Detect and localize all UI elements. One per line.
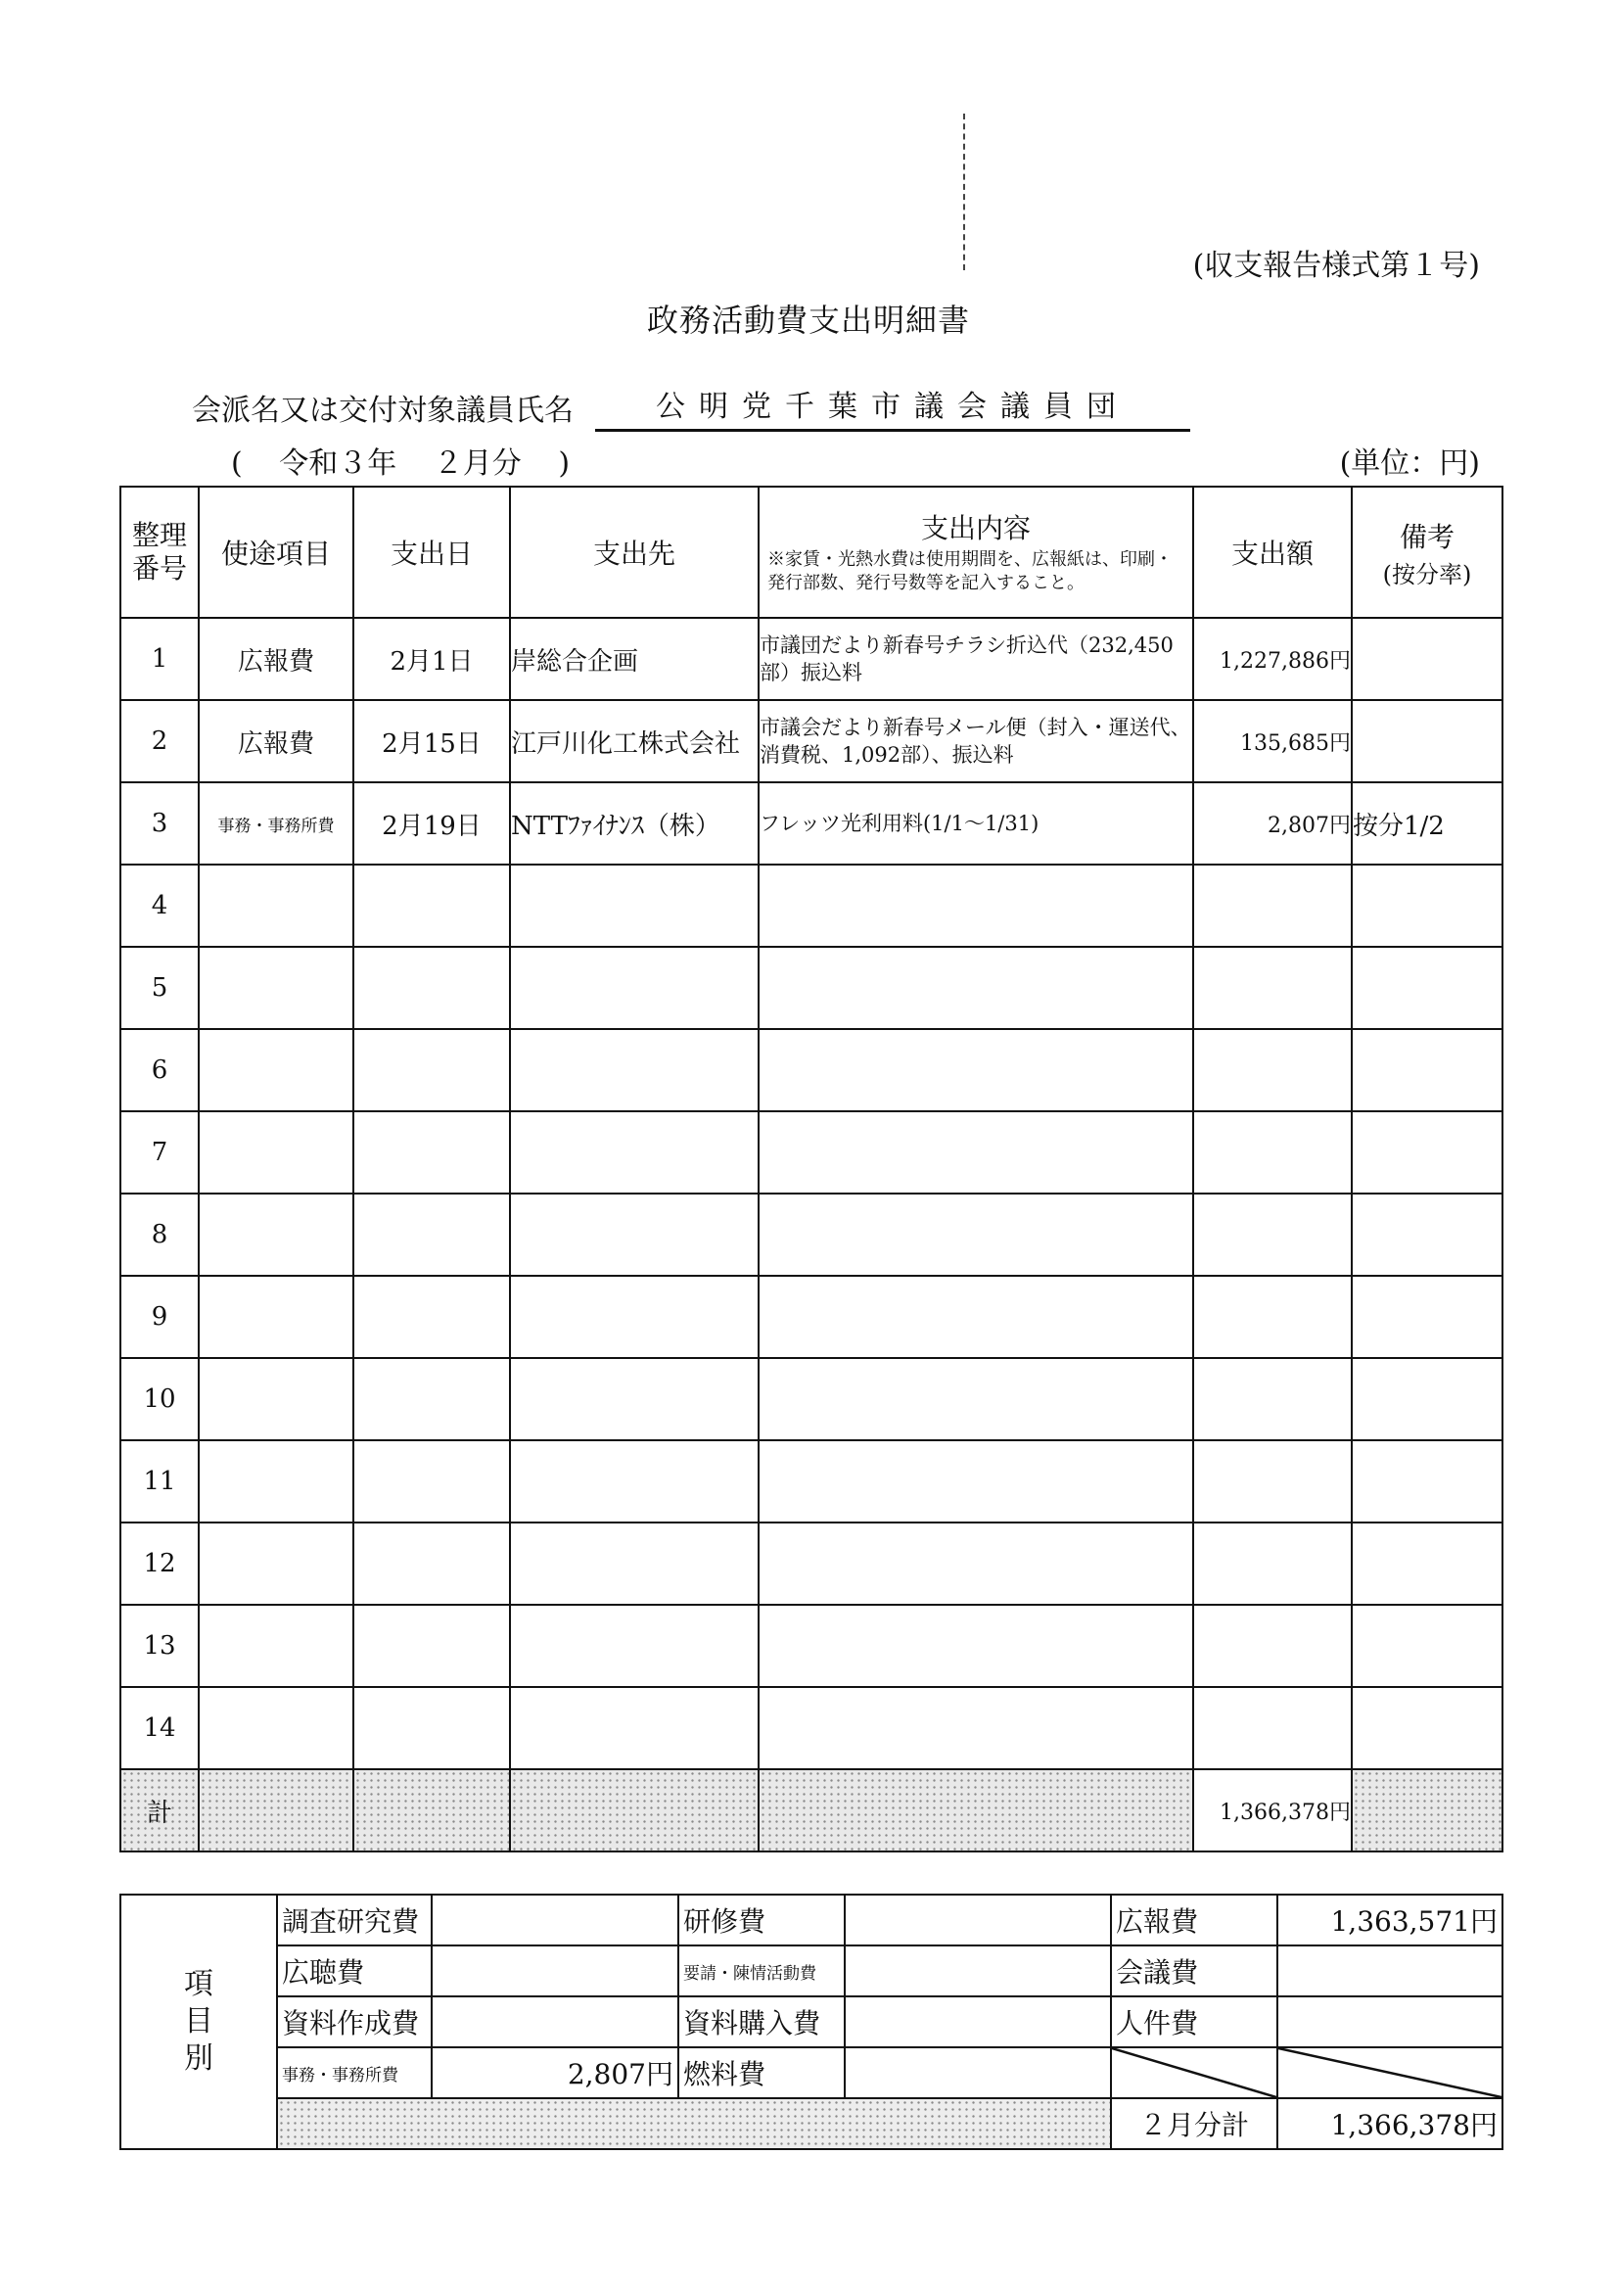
total-blank: [1352, 1769, 1502, 1851]
total-blank: [510, 1769, 759, 1851]
row-date: [353, 1687, 510, 1769]
row-category: 広報費: [199, 618, 353, 700]
row-remarks: [1352, 947, 1502, 1029]
col-header-date: 支出日: [353, 487, 510, 618]
side-label-3: 別: [184, 2041, 213, 2076]
row-amount: [1193, 1276, 1352, 1358]
row-number: 13: [120, 1605, 199, 1687]
row-amount: 1,227,886円: [1193, 618, 1352, 700]
remarks-header-label: 備考: [1399, 520, 1455, 553]
total-label: 計: [120, 1769, 199, 1851]
row-content: [759, 947, 1193, 1029]
period-era: 令和３年: [279, 446, 397, 481]
row-amount: [1193, 1440, 1352, 1523]
row-category: [199, 1111, 353, 1194]
row-remarks: [1352, 1194, 1502, 1276]
period-month: ２月分: [433, 446, 522, 481]
row-remarks: [1352, 865, 1502, 947]
row-number: 12: [120, 1523, 199, 1605]
table-row: [120, 1358, 1502, 1440]
scan-mark: [963, 114, 965, 270]
row-payee: [510, 1029, 759, 1111]
row-payee: [510, 1605, 759, 1687]
row-amount: [1193, 865, 1352, 947]
row-amount: 2,807円: [1193, 782, 1352, 865]
summary-total-row: [120, 2098, 1502, 2149]
row-date: [353, 1523, 510, 1605]
table-row: [120, 782, 1502, 865]
summary-label: 資料購入費: [678, 1996, 845, 2047]
row-content: フレッツ光利用料(1/1～1/31): [759, 782, 1193, 865]
table-row: [120, 1523, 1502, 1605]
row-number: 1: [120, 618, 199, 700]
row-date: 2月1日: [353, 618, 510, 700]
total-amount: 1,366,378円: [1193, 1769, 1352, 1851]
form-number: (収支報告様式第１号): [1192, 249, 1480, 283]
row-number: 2: [120, 700, 199, 782]
col-header-content: [759, 487, 1193, 618]
col-header-payee: 支出先: [510, 487, 759, 618]
row-remarks: [1352, 1440, 1502, 1523]
summary-label: 事務・事務所費: [277, 2047, 432, 2098]
row-category: [199, 1523, 353, 1605]
table-row: [120, 1687, 1502, 1769]
summary-value: 1,363,571円: [1277, 1895, 1502, 1945]
expense-table: [119, 486, 1503, 1852]
table-row: [120, 1440, 1502, 1523]
row-payee: [510, 1358, 759, 1440]
summary-value: [432, 1996, 678, 2047]
row-payee: [510, 1687, 759, 1769]
party-name: 公明党千葉市議会議員団: [595, 382, 1190, 432]
summary-value: [1277, 1996, 1502, 2047]
row-payee: 岸総合企画: [510, 618, 759, 700]
summary-value: [845, 2047, 1111, 2098]
row-amount: [1193, 1687, 1352, 1769]
period-open: (: [231, 446, 243, 481]
summary-value: [432, 1945, 678, 1996]
row-content: [759, 1194, 1193, 1276]
summary-shaded-cell: [277, 2098, 1111, 2149]
table-row: [120, 1605, 1502, 1687]
row-remarks: [1352, 618, 1502, 700]
row-remarks: [1352, 1029, 1502, 1111]
row-number: 6: [120, 1029, 199, 1111]
summary-label: 調査研究費: [277, 1895, 432, 1945]
row-category: [199, 947, 353, 1029]
row-content: 市議団だより新春号チラシ折込代（232,450部）振込料: [759, 618, 1193, 700]
summary-struck-cell: [1277, 2047, 1502, 2098]
row-remarks: [1352, 1523, 1502, 1605]
row-amount: 135,685円: [1193, 700, 1352, 782]
month-total-label: ２月分計: [1111, 2098, 1277, 2149]
summary-label: 広報費: [1111, 1895, 1277, 1945]
row-date: [353, 1440, 510, 1523]
month-total-value: 1,366,378円: [1277, 2098, 1502, 2149]
table-row: [120, 1029, 1502, 1111]
row-number: 8: [120, 1194, 199, 1276]
remarks-header-sub: (按分率): [1382, 560, 1472, 588]
row-payee: NTTﾌｧｲﾅﾝｽ（株）: [510, 782, 759, 865]
row-content: [759, 865, 1193, 947]
row-date: [353, 865, 510, 947]
summary-label: 広聴費: [277, 1945, 432, 1996]
row-date: 2月15日: [353, 700, 510, 782]
summary-label: 研修費: [678, 1895, 845, 1945]
total-blank: [199, 1769, 353, 1851]
table-row: [120, 1111, 1502, 1194]
total-blank: [759, 1769, 1193, 1851]
summary-value: [845, 1996, 1111, 2047]
row-amount: [1193, 1358, 1352, 1440]
row-amount: [1193, 1111, 1352, 1194]
table-row: [120, 1276, 1502, 1358]
row-number: 14: [120, 1687, 199, 1769]
row-content: [759, 1111, 1193, 1194]
side-label-1: 項: [184, 1967, 213, 2001]
row-remarks: 按分1/2: [1352, 782, 1502, 865]
summary-side-label: [120, 1895, 277, 2149]
summary-label: 会議費: [1111, 1945, 1277, 1996]
row-amount: [1193, 1523, 1352, 1605]
row-remarks: [1352, 700, 1502, 782]
row-category: [199, 1029, 353, 1111]
table-row: [120, 1194, 1502, 1276]
row-payee: 江戸川化工株式会社: [510, 700, 759, 782]
row-payee: [510, 947, 759, 1029]
row-category: [199, 1194, 353, 1276]
row-content: [759, 1358, 1193, 1440]
row-content: [759, 1029, 1193, 1111]
period-close: ): [558, 446, 571, 481]
row-content: [759, 1687, 1193, 1769]
summary-row: [120, 1996, 1502, 2047]
row-content: [759, 1440, 1193, 1523]
summary-struck-cell: [1111, 2047, 1277, 2098]
table-row: [120, 618, 1502, 700]
summary-row: [120, 1895, 1502, 1945]
row-payee: [510, 1440, 759, 1523]
row-date: [353, 1276, 510, 1358]
row-amount: [1193, 1194, 1352, 1276]
row-number: 3: [120, 782, 199, 865]
reporting-period: [231, 439, 597, 482]
row-date: [353, 1194, 510, 1276]
col-header-amount: 支出額: [1193, 487, 1352, 618]
row-payee: [510, 1194, 759, 1276]
content-header-note: ※家賃・光熱水費は使用期間を、広報紙は、印刷・発行部数、発行号数等を記入すること。: [767, 549, 1173, 593]
summary-value: [1277, 1945, 1502, 1996]
table-row: [120, 947, 1502, 1029]
total-blank: [353, 1769, 510, 1851]
row-remarks: [1352, 1687, 1502, 1769]
row-content: [759, 1523, 1193, 1605]
summary-row: [120, 1945, 1502, 1996]
row-payee: [510, 865, 759, 947]
summary-label: 燃料費: [678, 2047, 845, 2098]
unit-label: (単位：円): [1339, 446, 1480, 481]
row-content: 市議会だより新春号メール便（封入・運送代、消費税、1,092部）、振込料: [759, 700, 1193, 782]
summary-label: 要請・陳情活動費: [678, 1945, 845, 1996]
row-payee: [510, 1523, 759, 1605]
row-category: [199, 1358, 353, 1440]
col-header-remarks: [1352, 487, 1502, 618]
summary-label: 資料作成費: [277, 1996, 432, 2047]
row-payee: [510, 1276, 759, 1358]
row-category: [199, 1440, 353, 1523]
row-category: [199, 1687, 353, 1769]
summary-value: [432, 1895, 678, 1945]
row-category: [199, 1605, 353, 1687]
summary-label: 人件費: [1111, 1996, 1277, 2047]
row-date: [353, 1358, 510, 1440]
row-number: 4: [120, 865, 199, 947]
row-category: 事務・事務所費: [199, 782, 353, 865]
table-row: [120, 865, 1502, 947]
row-date: [353, 1605, 510, 1687]
summary-row: [120, 2047, 1502, 2098]
row-number: 10: [120, 1358, 199, 1440]
side-label-2: 目: [184, 2004, 213, 2038]
content-header-label: 支出内容: [920, 512, 1031, 544]
total-row: [120, 1769, 1502, 1851]
row-amount: [1193, 1605, 1352, 1687]
row-category: 広報費: [199, 700, 353, 782]
summary-value: [845, 1945, 1111, 1996]
col-header-category: 使途項目: [199, 487, 353, 618]
row-payee: [510, 1111, 759, 1194]
row-content: [759, 1605, 1193, 1687]
summary-value: [845, 1895, 1111, 1945]
row-date: [353, 947, 510, 1029]
table-header-row: [120, 487, 1502, 618]
summary-value: 2,807円: [432, 2047, 678, 2098]
row-number: 11: [120, 1440, 199, 1523]
party-label: 会派名又は交付対象議員氏名: [192, 394, 574, 428]
row-date: [353, 1111, 510, 1194]
col-header-no: 整理番号: [120, 487, 199, 618]
row-category: [199, 1276, 353, 1358]
row-number: 9: [120, 1276, 199, 1358]
row-content: [759, 1276, 1193, 1358]
row-amount: [1193, 1029, 1352, 1111]
row-remarks: [1352, 1358, 1502, 1440]
category-summary-table: [119, 1894, 1503, 2150]
row-remarks: [1352, 1605, 1502, 1687]
table-row: [120, 700, 1502, 782]
row-date: [353, 1029, 510, 1111]
row-category: [199, 865, 353, 947]
row-remarks: [1352, 1111, 1502, 1194]
row-remarks: [1352, 1276, 1502, 1358]
row-number: 7: [120, 1111, 199, 1194]
row-amount: [1193, 947, 1352, 1029]
row-date: 2月19日: [353, 782, 510, 865]
row-number: 5: [120, 947, 199, 1029]
page-title: 政務活動費支出明細書: [646, 302, 970, 339]
